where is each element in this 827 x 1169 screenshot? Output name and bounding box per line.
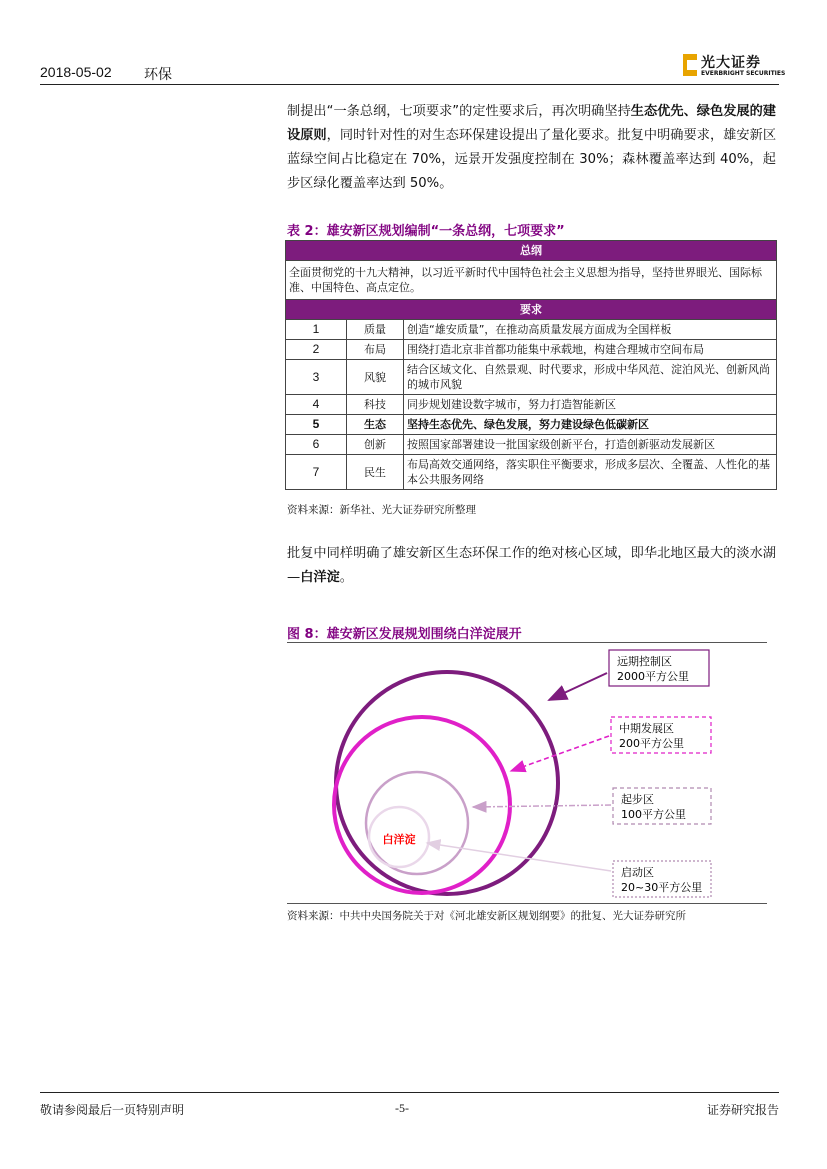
lake-label: 白洋淀 [382,833,416,846]
row-description: 围绕打造北京非首都功能集中承载地，构建合理城市空间布局 [404,340,777,360]
table-row [286,455,777,490]
para1-text-b: ，同时针对性的对生态环保建设提出了量化要求。批复中明确要求，雄安新区蓝绿空间占比稳定在 70%，远景开发强度控制在 30%；森林覆盖率达到 40%，起步区绿化覆盖率达到 50%。 [287,128,777,191]
mid-zone-area: 200平方公里 [619,737,684,750]
row-description: 布局高效交通网络，落实职住平衡要求，形成多层次、全覆盖、人性化的基本公共服务网络 [404,455,777,490]
launch-zone-area: 20~30平方公里 [621,881,703,894]
starter-zone-arrow [473,805,611,807]
requirements-header: 要求 [286,300,777,320]
row-description: 同步规划建设数字城市，努力打造智能新区 [404,395,777,415]
row-category: 风貌 [347,360,404,395]
table-source: 资料来源：新华社、光大证券研究所整理 [287,504,476,516]
row-description: 结合区域文化、自然景观、时代要求，形成中华风范、淀泊风光、创新风尚的城市风貌 [404,360,777,395]
report-date: 2018-05-02 [40,64,112,80]
mid-zone-name: 中期发展区 [619,722,674,735]
para2-text-a: 批复中同样明确了雄安新区生态环保工作的绝对核心区域，即华北地区最大的淡水湖— [287,546,776,585]
logo-mark-icon [683,54,697,76]
row-category: 质量 [347,320,404,340]
page-footer [40,1092,779,1123]
outline-text: 全面贯彻党的十九大精神，以习近平新时代中国特色社会主义思想为指导，坚持世界眼光、国际标准、中国特色、高点定位。 [286,261,777,300]
lake-paragraph [287,542,776,590]
launch-zone-name: 启动区 [621,866,654,879]
row-number: 6 [286,435,347,455]
row-category: 布局 [347,340,404,360]
starter-zone-circle [366,772,468,874]
far-zone-area: 2000平方公里 [617,670,689,683]
row-number: 2 [286,340,347,360]
row-description: 创造“雄安质量”，在推动高质量发展方面成为全国样板 [404,320,777,340]
table-title: 表 2：雄安新区规划编制“一条总纲，七项要求” [287,224,565,239]
table-row [286,395,777,415]
far-zone-name: 远期控制区 [617,655,672,668]
figure-title: 图 8：雄安新区发展规划围绕白洋淀展开 [287,627,522,642]
starter-zone-name: 起步区 [621,793,654,806]
table-row [286,435,777,455]
far-zone-arrow [549,673,607,700]
report-sector: 环保 [144,67,172,83]
table-row [286,360,777,395]
row-category: 民生 [347,455,404,490]
para2-text-b: 。 [339,570,353,585]
table-row [286,340,777,360]
mid-development-zone-circle [334,717,510,893]
row-category: 生态 [347,415,404,435]
row-number: 5 [286,415,347,435]
row-number: 1 [286,320,347,340]
para1-bold: 生态优先、绿色发展的建设原则 [287,104,776,143]
intro-paragraph [287,100,776,196]
table-row-highlighted [286,415,777,435]
row-category: 创新 [347,435,404,455]
figure-bottom-rule [287,903,767,904]
row-number: 4 [286,395,347,415]
row-category: 科技 [347,395,404,415]
report-type: 证券研究报告 [706,1103,779,1117]
para2-bold: 白洋淀 [300,570,340,585]
row-number: 3 [286,360,347,395]
page-header [40,52,786,85]
outline-header: 总纲 [286,241,777,261]
brand-logo [683,52,786,80]
mid-zone-arrow [511,736,609,771]
para1-text-a: 制提出“一条总纲，七项要求”的定性要求后，再次明确坚持 [287,104,631,119]
row-description: 按照国家部署建设一批国家级创新平台，打造创新驱动发展新区 [404,435,777,455]
row-number: 7 [286,455,347,490]
starter-zone-area: 100平方公里 [621,808,686,821]
page-number: -5- [395,1101,409,1115]
zone-diagram [287,643,767,903]
row-description: 坚持生态优先、绿色发展，努力建设绿色低碳新区 [404,415,777,435]
logo-text-cn: 光大证券 [701,55,761,71]
logo-text-en: EVERBRIGHT SECURITIES [701,70,786,77]
plan-table [285,240,777,490]
disclaimer-note: 敬请参阅最后一页特别声明 [40,1103,185,1117]
table-row [286,320,777,340]
figure-source: 资料来源：中共中央国务院关于对《河北雄安新区规划纲要》的批复、光大证券研究所 [287,910,686,922]
